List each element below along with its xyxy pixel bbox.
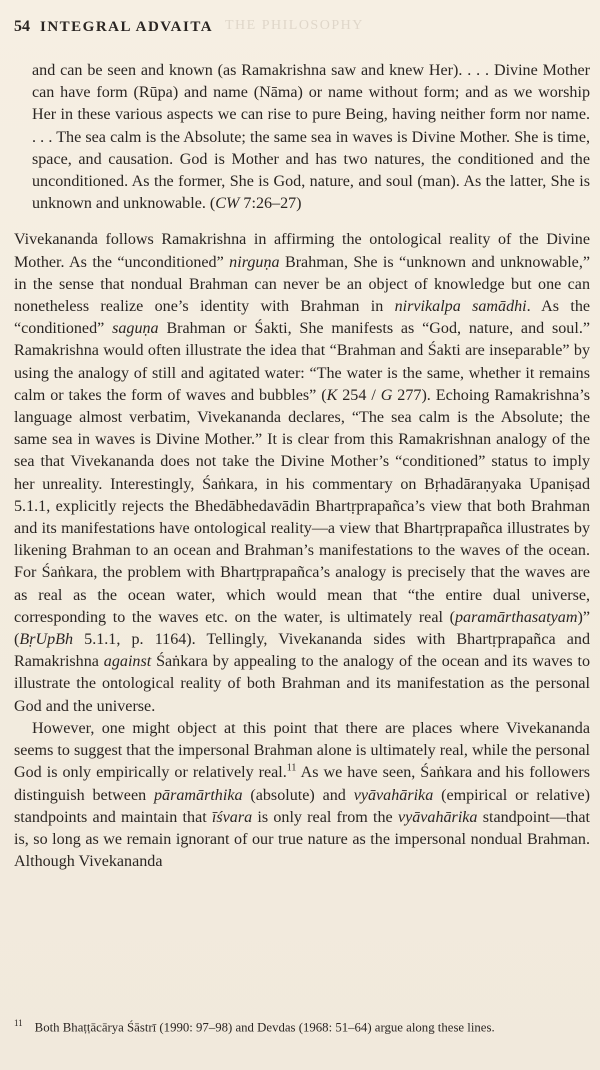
text-run: 254 / (337, 386, 381, 404)
text-run: is only real from the (252, 808, 398, 826)
italic-term: pāramārthika (154, 786, 243, 804)
footnote-text: Both Bhaṭṭācārya Śāstrī (1990: 97–98) and Devdas (1968: 51–64) argue along these lines. (34, 1020, 495, 1035)
paragraph-2 (14, 718, 590, 873)
body-text (14, 60, 590, 873)
italic-term: K (326, 386, 338, 404)
italic-term: vyāvahārika (353, 786, 434, 804)
paragraph-1 (14, 229, 590, 717)
italic-term: against (103, 653, 152, 671)
text-run: Brahman or Śakti, She manifests as “God, nature, and soul.” Ramakrishna would often illustrate the idea that “Brahman and Śakti are inseparable” by using the analogy of still and agitated water: “The water is the same, whether it remains calm or takes the form of waves and bubbles” ( (14, 320, 590, 404)
italic-term: nirguṇa (229, 253, 280, 271)
italic-term: nirvikalpa samādhi (394, 298, 527, 316)
text-run: Śaṅkara by appealing to the analogy of the ocean and its waves to illustrate the ontological reality of both Brahman and its manifestation as the personal God and the universe. (14, 653, 590, 715)
italic-term: īśvara (211, 808, 253, 826)
text-run: (empirical or relative) standpoints and maintain that (14, 786, 590, 826)
italic-term: BṛUpBh (19, 631, 73, 649)
quote-cite-open: ( (205, 195, 216, 213)
text-run: 5.1.1, p. 1164). Tellingly, Vivekananda sides with Bhartṛprapañca and Ramakrishna (14, 631, 590, 671)
italic-term: paramārthasatyam (454, 608, 578, 626)
footnote-ref[interactable]: 11 (286, 762, 297, 774)
block-quote (14, 60, 590, 215)
quote-cite-pages: 7:26–27) (239, 195, 302, 213)
footnote-number: 11 (14, 1018, 23, 1028)
text-run: However, one might object at this point that there are places where Vivekananda seems to suggest that the impersonal Brahman alone is ultimately real, while the personal God is only empirically or relatively real. (14, 719, 590, 782)
italic-term: G (380, 386, 393, 404)
text-run: standpoint—that is, so long as we remain ignorant of our true nature as the impersonal nondual Brahman. Although Vivekananda (14, 808, 590, 871)
quote-text: and can be seen and known (as Ramakrishna saw and knew Her). . . . Divine Mother can have form (Rūpa) and name (Nāma) or name without form; and as we worship Her in these various aspects we can rise to pure Being, having neither form nor name. . . . The sea calm is the Absolute; the same sea in waves is Divine Mother. She is time, space, and causation. God is Mother and has two natures, the conditioned and the unconditioned. As the former, She is God, nature, and soul (man). As the latter, She is unknown and unknowable. (32, 62, 590, 213)
text-run: Brahman, She is “unknown and unknowable,” in the sense that nondual Brahman can never be an object of knowledge but one can nonetheless realize one’s identity with Brahman in (14, 253, 590, 316)
text-run: 277). Echoing Ramakrishna’s language almost verbatim, Vivekananda declares, “The sea calm is the Absolute; the same sea in waves is Divine Mother.” It is clear from this Ramakrishnan analogy of the sea that Vivekananda does not take the Divine Mother’s “conditioned” status to imply her unreality. Interestingly, Śaṅkara, in his commentary on Bṛhadāraṇyaka Upaniṣad 5.1.1, explicitly rejects the Bhedābhedavādin Bhartṛprapañca’s view that both Brahman and its manifestations have ontological reality—a view that Bhartṛprapañca illustrates by likening Brahman to an ocean and Brahman’s manifestations to the waves of the ocean. For Śaṅkara, the problem with Bhartṛprapañca’s analogy is precisely that the waves are as real as the ocean water, which would mean that “the entire dual universe, corresponding to the waves etc. on the water, is ultimately real ( (14, 386, 590, 626)
italic-term: vyāvahārika (397, 808, 478, 826)
text-run: Vivekananda follows Ramakrishna in affirming the ontological reality of the Divine Mother. As the “unconditioned” (14, 231, 590, 271)
footnote (14, 1015, 584, 1036)
text-run: . As the “conditioned” (14, 298, 591, 338)
running-head: INTEGRAL ADVAITA (40, 19, 214, 35)
text-run: (absolute) and (242, 786, 354, 804)
bleed-through-text: THE PHILOSOPHY (225, 18, 364, 33)
quote-cite-source: CW (215, 195, 240, 213)
page-header (14, 18, 213, 36)
italic-term: saguṇa (112, 320, 159, 338)
text-run: )” ( (14, 608, 590, 649)
text-run: As we have seen, Śaṅkara and his followers distinguish between (14, 764, 590, 804)
page-number: 54 (14, 18, 30, 35)
